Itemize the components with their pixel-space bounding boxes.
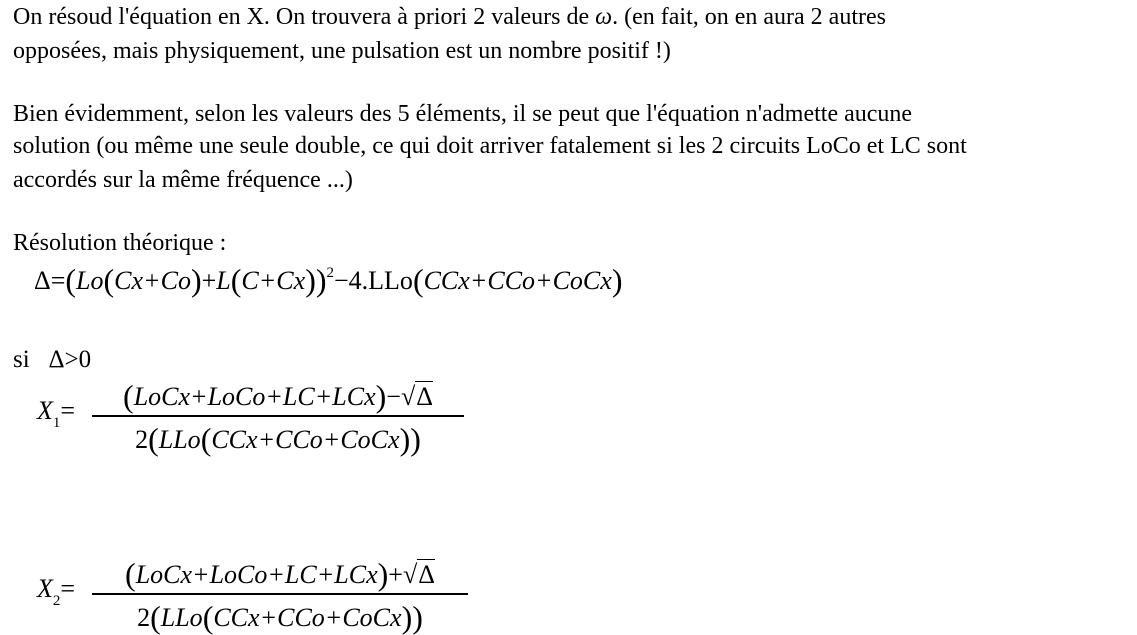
delta-term-c-cx: C+Cx: [241, 266, 306, 295]
x1-lhs: [37, 396, 76, 431]
delta-term-lo: Lo: [76, 266, 104, 295]
x2-lhs: [37, 574, 76, 609]
x2-denominator: 2(LLo(CCx+CCo+CoCx)): [137, 599, 423, 635]
paragraph-1-line-2: opposées, mais physiquement, une pulsation est un nombre positif !): [13, 38, 671, 64]
delta-formula: $\Delta=(Lo(Cx+Co)+L(C+Cx))^2-4.LLo(CCx+CCo+CoCx)$: [34, 262, 623, 298]
sqrt-delta-2: √Δ: [402, 560, 435, 589]
x2-numerator: (LoCx+LoCo+LC+LCx)+√Δ: [125, 556, 435, 592]
paragraph-1-line-1: [13, 2, 886, 32]
omega-symbol: ω: [595, 4, 613, 30]
condition-line: [13, 346, 91, 374]
delta-term-cx-co: Cx+Co: [114, 266, 191, 295]
sqrt-delta-1: √Δ: [400, 382, 433, 411]
delta-exponent: 2: [326, 265, 334, 281]
theory-heading: Résolution théorique :: [13, 230, 227, 256]
x2-fraction: [92, 554, 468, 634]
x2-subscript: 2: [52, 593, 61, 609]
x1-symbol: X: [37, 396, 53, 425]
x1-fraction-bar: [92, 415, 464, 417]
delta-term-sum: CCx+CCo+CoCx: [423, 266, 612, 295]
paragraph-1-text: On résoud l'équation en X. On trouvera à priori 2 valeurs de: [13, 4, 590, 30]
paragraph-2-line-3: accordés sur la même fréquence ...): [13, 167, 353, 193]
x1-equals: =: [60, 396, 76, 425]
x1-numerator: (LoCx+LoCo+LC+LCx)−√Δ: [123, 378, 433, 414]
delta-term-l: L: [216, 266, 231, 295]
condition-si: si: [13, 346, 30, 373]
paragraph-2-line-2: solution (ou même une seule double, ce qui doit arriver fatalement si les 2 circuits LoCo et LC sont: [13, 133, 967, 159]
delta-minus-term: −4.LLo: [334, 266, 413, 295]
delta-lhs: Δ=: [34, 266, 66, 295]
condition-expr: Δ>0: [48, 346, 92, 373]
x1-denominator: 2(LLo(CCx+CCo+CoCx)): [135, 421, 421, 457]
x1-fraction: [92, 376, 464, 456]
paragraph-2-line-1: Bien évidemment, selon les valeurs des 5 éléments, il se peut que l'équation n'admette aucune: [13, 101, 913, 127]
x1-subscript: 1: [52, 415, 61, 431]
delta-plus: +: [201, 266, 217, 295]
paragraph-1-text-end: . (en fait, on en aura 2 autres: [612, 4, 886, 30]
x2-fraction-bar: [92, 593, 468, 595]
x2-symbol: X: [37, 574, 53, 603]
x2-equals: =: [60, 574, 76, 603]
